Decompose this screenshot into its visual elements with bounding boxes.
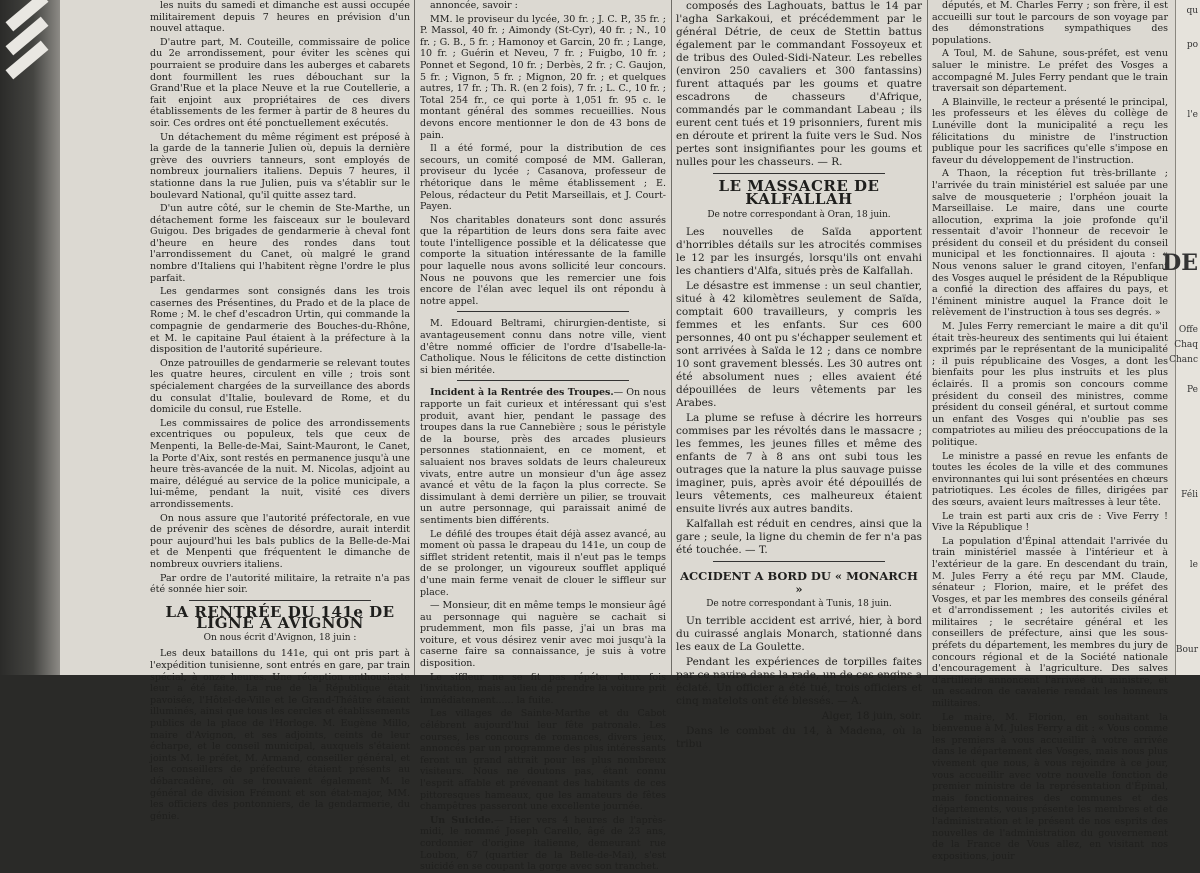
article-paragraph: D'autre part, M. Couteille, commissaire de police du 2e arrondissement, pour éviter les scènes qui pourraient se produire dans les auberges et cabarets dont fourmillent les rues débouchant sur la Grand'Rue et la place Neuve et la rue Coutellerie, a fait enjoint aux propriétaires de ces divers établissements de les fermer à partir de 8 heures du soir. Ces ordres ont été ponctuellement exécutés. bbox=[150, 36, 410, 129]
article-paragraph: Onze patrouilles de gendarmerie se relevant toutes les quatre heures, circulent en ville ; trois sont spécialement chargées de la surveillance des abords du consulat d'Italie, boulevard de Rome, et du domicile du consul, rue Estelle. bbox=[150, 357, 410, 416]
incident-article bbox=[420, 387, 666, 526]
suicide-title: Un Suicide. bbox=[430, 814, 494, 826]
edge-fragment: po bbox=[1186, 40, 1198, 50]
article-paragraph: On nous assure que l'autorité préfectorale, en vue de prévenir des scènes de désordre, aurait interdit pour aujourd'hui les bals publics de la Belle-de-Mai et de Menpenti que fréquentent le dimanche de nombreux ouvriers italiens. bbox=[150, 512, 410, 570]
article-paragraph: députés, et M. Charles Ferry ; son frère, il est accueilli sur tout le parcours de son voyage par des démonstrations sympathiques des populations. bbox=[932, 0, 1168, 46]
article-paragraph: Pendant les expériences de torpilles faites par ce navire dans la rade, un de ces engins a éclaté. Un officier a été tué, trois officiers et cinq matelots ont été blessés. — A. bbox=[676, 656, 922, 707]
article-paragraph: Nos charitables donateurs sont donc assurés que la répartition de leurs dons sera faite avec toute l'intelligence possible et la délicatesse que comporte la situation intéressante de la famille pour laquelle nous avons sollicité leur concours. Nous ne pouvons que les remercier une fois encore de l'élan avec lequel ils ont répondu à notre appel. bbox=[420, 214, 666, 307]
article-paragraph: Un détachement du même régiment est préposé à la garde de la tannerie Julien où, depuis la dernière grève des ouvriers tanneurs, sont employés de nombreux journaliers italiens. Depuis 7 heures, il stationne dans la rue Julien, puis va s'établir sur le boulevard National, qu'il quitte assez tard. bbox=[150, 131, 410, 201]
column-3 bbox=[676, 0, 922, 750]
section-divider bbox=[457, 311, 629, 312]
article-paragraph: La population d'Épinal attendait l'arrivée du train ministériel massée à l'intérieur et à l'extérieur de la gare. En descendant du train, M. Jules Ferry a été reçu par MM. Claude, sénateur ; Florion, maire, et le préfet des Vosges, et par les membres des conseils général et d'arrondissement ; les autorités civiles et militaires ; le secrétaire général et les conseillers de préfecture, ainsi que les sous-préfets du département, les membres du jury de concours régional et de la Société nationale d'encouragement à l'agriculture. Des salves d'artillerie annoncent l'arrivée du ministre, et un escadron de cavalerie rendait les honneurs militaires. bbox=[932, 535, 1168, 710]
headline-kalfallah: LE MASSACRE DE KALFALLAH bbox=[718, 177, 880, 208]
edge-fragment: le bbox=[1189, 560, 1198, 570]
article-paragraph: annoncée, savoir : bbox=[430, 0, 518, 11]
column-rule bbox=[414, 0, 415, 675]
article-paragraph: Le siffleur ne se fit pas répéter deux fois l'invitation, mais au lieu de prendre la voiture prit immédiatement...... la fuite. bbox=[420, 671, 666, 706]
article-paragraph: Il a été formé, pour la distribution de ces secours, un comité composé de MM. Galleran, proviseur du lycée ; Casanova, professeur de rhétorique dans le même établissement ; E. Pelous, rédacteur du Petit Marseillais, et J. Court-Payen. bbox=[420, 143, 666, 213]
article-paragraph: les nuits du samedi et dimanche est aussi occupée militairement depuis 7 heures en prévision d'un nouvel attaque. bbox=[150, 0, 410, 35]
article-paragraph: Par ordre de l'autorité militaire, la retraite n'a pas été sonnée hier soir. bbox=[150, 572, 410, 596]
article-paragraph: Le maire, M. Florion, en souhaitant la bienvenue à M. Jules Ferry a dit : « Vous comme les premiers à vous accueillir à votre arrivée dans le département des Vosges, mais nous plus vivement que nous, à vous rejoindre à ce jour, vous accueillir avec votre nouvelle fonction de premier ministre de la représentation d'Épinal, mais fonctionnaires des communes et des départements, vous présente les membres et de l'administration et le présent de nos esprits des nouvelles de l'administration du gouvernement de la France de Vous allez, en visitant nos expositions, jouir bbox=[932, 711, 1168, 862]
suicide-text: — Hier vers 4 heures de l'après-midi, le nommé Joseph Carello, âgé de 23 ans, cordonnier d'origine italienne, demeurant rue Loubon, 67 (quartier de la Belle-de-Mai), s'est suicidé en se coupant la gorge avec son tranchet. bbox=[420, 814, 666, 873]
edge-fragment: Chaq bbox=[1174, 340, 1198, 350]
edge-fragment: qu bbox=[1186, 6, 1198, 16]
article-paragraph: Dans le combat du 14, à Madena, où la tribu bbox=[676, 725, 922, 750]
article-paragraph: Les villages de Sainte-Marthe et du Cabot célébrent aujourd'hui leur fête patronale. Les courses, les concours de romances, divers jeux, annoncés par un programme des plus intéressants feront un grand attrait pour les plus nombreux visiteurs. Nous ne doutons pas, étant connu l'esprit affable et prévenant des habitants de ces pittoresques hameaux, que les amateurs de fêtes champêtres passeront une excellente journée. bbox=[420, 708, 666, 813]
article-paragraph: A Thaon, la réception fut très-brillante ; l'arrivée du train ministériel est saluée par une salve de mousqueterie ; l'orphéon jouait la Marseillaise. Le maire, dans une courte allocution, exprima la joie profonde qu'il ressentait d'avoir l'honneur de recevoir le président du conseil et du président du conseil municipal et les fonctionnaires. Il ajouta : « Nous venons saluer le grand citoyen, l'enfant des Vosges auquel le président de la République a confié la direction des affaires du pays, et l'éminent ministre auquel la France doit le relèvement de l'instruction à tous ses degrés. » bbox=[932, 168, 1168, 319]
section-divider bbox=[713, 173, 885, 174]
headline-monarch: ACCIDENT A BORD DU « MONARCH » bbox=[680, 569, 918, 596]
incident-title: Incident à la Rentrée des Troupes. bbox=[430, 387, 614, 399]
edge-fragment: Chanc bbox=[1169, 355, 1198, 365]
article-paragraph: Kalfallah est réduit en cendres, ainsi que la gare ; seule, la ligne du chemin de fer n'a pas été touchée. — T. bbox=[676, 518, 922, 556]
article-paragraph: A Blainville, le recteur a présenté le principal, les professeurs et les élèves du collège de Lunéville dont la municipalité a reçu les félicitations du ministre de l'instruction publique pour les sacrifices qu'elle s'impose en faveur du développement de l'instruction. bbox=[932, 96, 1168, 166]
column-rule bbox=[671, 0, 672, 675]
article-paragraph: A Toul, M. de Sahune, sous-préfet, est venu saluer le ministre. Le préfet des Vosges a accompagné M. Jules Ferry pendant que le train traversait son département. bbox=[932, 48, 1168, 95]
article-paragraph: Le ministre a passé en revue les enfants de toutes les écoles de la ville et des communes environnantes qui lui sont présentées en chœurs patriotiques. Les écoles de filles, dirigées par des sœurs, avaient leurs maîtresses à leur tête. bbox=[932, 450, 1168, 508]
article-paragraph: — Monsieur, dit en même temps le monsieur âgé au personnage qui naguère se cachait si prudemment, mon fils passe, j'ai un bras ma voiture, et vous désirez venir avec moi jusqu'à la caserne faire sa connaissance, je suis à votre disposition. bbox=[420, 600, 666, 670]
column-4 bbox=[932, 0, 1168, 862]
section-divider bbox=[189, 600, 371, 601]
edge-fragment: DE bbox=[1162, 250, 1198, 276]
headline-avignon: LA RENTRÉE DU 141e DE LIGNE A AVIGNON bbox=[165, 602, 395, 633]
dateline: Alger, 18 juin, soir. bbox=[821, 710, 922, 722]
article-paragraph: La plume se refuse à décrire les horreurs commises par les révoltés dans le massacre ; les femmes, les jeunes filles et même des enfants de 7 à 8 ans ont subi tous les outrages que la nature la plus sauvage puisse imaginer, puis, après avoir été dépouillés de leurs vêtements, ces malheureux étaient ensuite livrés aux autres bandits. bbox=[676, 412, 922, 515]
page-binding-strip bbox=[0, 0, 60, 675]
column-2 bbox=[420, 0, 667, 873]
article-paragraph: Un terrible accident est arrivé, hier, à bord du cuirassé anglais Monarch, stationné dans les eaux de La Goulette. bbox=[676, 615, 922, 653]
edge-fragment: Offe bbox=[1178, 325, 1198, 335]
section-divider bbox=[713, 561, 885, 562]
next-page-edge bbox=[1162, 0, 1200, 675]
edge-fragment: Pe bbox=[1187, 385, 1198, 395]
article-paragraph: MM. le proviseur du lycée, 30 fr. ; J. C. P., 35 fr. ; P. Massol, 40 fr. ; Aimondy (St-Cyr), 40 fr. ; N., 10 fr. ; G. B., 5 fr. ; Hamonoy et Garcin, 20 fr. ; Lange, 10 fr. ; Guérin et Neveu, 7 fr. ; Fuigbo, 10 fr. ; Ponnet et Segond, 10 fr. ; Derbès, 2 fr. ; C. Gaujon, 5 fr. ; Vignon, 5 fr. ; Mignon, 20 fr. ; et quelques autres, 17 fr. ; Th. R. (en 2 fois), 7 fr. ; L. C., 10 fr. ; Total 254 fr., ce qui porte à 1,051 fr. 95 c. le montant général des sommes recueillies. Nous devons encore mentionner le don de 43 bons de pain. bbox=[420, 13, 666, 141]
edge-fragment: Bour bbox=[1175, 645, 1198, 655]
article-paragraph: Les gendarmes sont consignés dans les trois casernes des Présentines, du Prado et de la place de Rome ; M. le chef d'escadron Urtin, qui commande la compagnie de gendarmerie des Bouches-du-Rhône, et M. le capitaine Paul étaient à la préfecture à la disposition de l'autorité supérieure. bbox=[150, 286, 410, 356]
byline-monarch: De notre correspondant à Tunis, 18 juin. bbox=[706, 599, 892, 609]
byline-kalfallah: De notre correspondant à Oran, 18 juin. bbox=[707, 210, 891, 220]
col1-top-text bbox=[150, 0, 410, 596]
edge-fragment: Féli bbox=[1181, 490, 1198, 500]
byline-avignon: On nous écrit d'Avignon, 18 juin : bbox=[203, 632, 357, 643]
article-paragraph: Les commissaires de police des arrondissements excentriques ou populeux, tels que ceux de Menpenti, la Belle-de-Mai, Saint-Mauront, le Canet, la Porte d'Aix, sont restés en permanence jusqu'à une heure très-avancée de la nuit. M. Nicolas, adjoint au maire, délégué au service de la police municipale, a lui-même, pendant la nuit, visité ces divers arrondissements. bbox=[150, 417, 410, 510]
article-paragraph: Les nouvelles de Saïda apportent d'horribles détails sur les atrocités commises le 12 par les insurgés, lorsqu'ils ont envahi les chantiers d'Alfa, situés près de Kalfallah. bbox=[676, 226, 922, 277]
suicide-article bbox=[420, 815, 666, 873]
article-paragraph: Le désastre est immense : un seul chantier, situé à 42 kilomètres seulement de Saïda, comptait 600 travailleurs, y compris les femmes et les enfants. Sur ces 600 personnes, 40 ont pu s'échapper seulement et sont arrivées à Saïda le 12 ; dans ce nombre 10 sont gravement blessés. Les 30 autres ont été absolument nues ; elles avaient été dépouillées de leurs vêtements par les Arabes. bbox=[676, 280, 922, 409]
article-paragraph: Les deux bataillons du 141e, qui ont pris part à l'expédition tunisienne, sont entrés en gare, par train spécial, à onze heures. Une réception enthousiaste leur a été faite. La rue de la République était pavoisée, l'Hôtel-de-Ville et le Grand-Théâtre étaient illuminés, ainsi que tous les cercles et établissements publics de la place de l'Horloge. M. Eugène Millo, maire d'Avignon, et ses adjoints, ceints de leur écharpe, et le conseil municipal, auxquels s'étaient joints M. le préfet, M. Armand, conseiller général, et les conseillers de préfecture étaient présents au débarcadère, où se trouvaient également M. le général de division Frémont et son état-major, MM. les officiers des pontonniers, de la gendarmerie, du génie. bbox=[150, 648, 410, 822]
article-paragraph: M. Jules Ferry remerciant le maire a dit qu'il était très-heureux des sentiments qui lui étaient exprimés par le représentant de la municipalité ; il puis républicaine des Vosges, a dont les bienfaits pour les plus instruits et les plus éclairés. Il a promis son concours comme président du conseil des ministres, comme président du conseil général, et surtout comme un enfant des Vosges qui n'oublie pas ses compatriotes au milieu des préoccupations de la politique. bbox=[932, 321, 1168, 448]
article-paragraph: Le train est parti aux cris de : Vive Ferry ! Vive la République ! bbox=[932, 510, 1168, 534]
article-paragraph: M. Edouard Beltrami, chirurgien-dentiste, si avantageusement connu dans notre ville, vient d'être nommé officier de l'ordre d'Isabelle-la-Catholique. Nous le félicitons de cette distinction si bien méritée. bbox=[420, 318, 666, 376]
article-paragraph: composés des Laghouats, battus le 14 par l'agha Sarkakoui, et précédemment par le général Détrie, de ceux de Stettin battus également par le commandant Fossoyeux et de tribus des Ouled-Sidi-Nateur. Les rebelles (environ 250 cavaliers et 300 fantassins) furent attaqués par les goums et quatre escadrons de chasseurs d'Afrique, commandés par le commandant Labeau ; ils eurent cent tués et 19 prisonniers, furent mis en déroute et prirent la fuite vers le Sud. Nos pertes sont insignifiantes pour les goums et nulles pour les chasseurs. — R. bbox=[676, 0, 922, 168]
section-divider bbox=[457, 380, 629, 381]
column-rule bbox=[927, 0, 928, 675]
edge-fragment: l'e bbox=[1187, 110, 1198, 120]
incident-text: — On nous rapporte un fait curieux et intéressant qui s'est produit, avant hier, pendant le passage des troupes dans la rue Cannebière ; sous le péristyle de la bourse, près des arcades plusieurs personnes stationnaient, en ce moment, et saluaient nos braves soldats de leurs chaleureux vivats, entre autre un monsieur d'un âge assez avancé et vêtu de la façon la plus correcte. Se dissimulant à demi derrière un pilier, se trouvait un autre personnage, qui paraissait animé de sentiments bien différents. bbox=[420, 387, 667, 526]
column-1 bbox=[150, 0, 410, 822]
article-paragraph: Le défilé des troupes était déjà assez avancé, au moment où passa le drapeau du 141e, un coup de sifflet strident retentit, mais il n'eut pas le temps de se prolonger, un vigoureux soufflet appliqué d'une main ferme venait de clouer le siffleur sur place. bbox=[420, 528, 666, 598]
article-paragraph: D'un autre côté, sur le chemin de Ste-Marthe, un détachement forme les faisceaux sur le boulevard Guigou. Des brigades de gendarmerie à cheval font d'heure en heure des rondes dans tout l'arrondissement du Canet, où malgré le grand nombre d'Italiens qui l'habitent règne l'ordre le plus parfait. bbox=[150, 203, 410, 284]
